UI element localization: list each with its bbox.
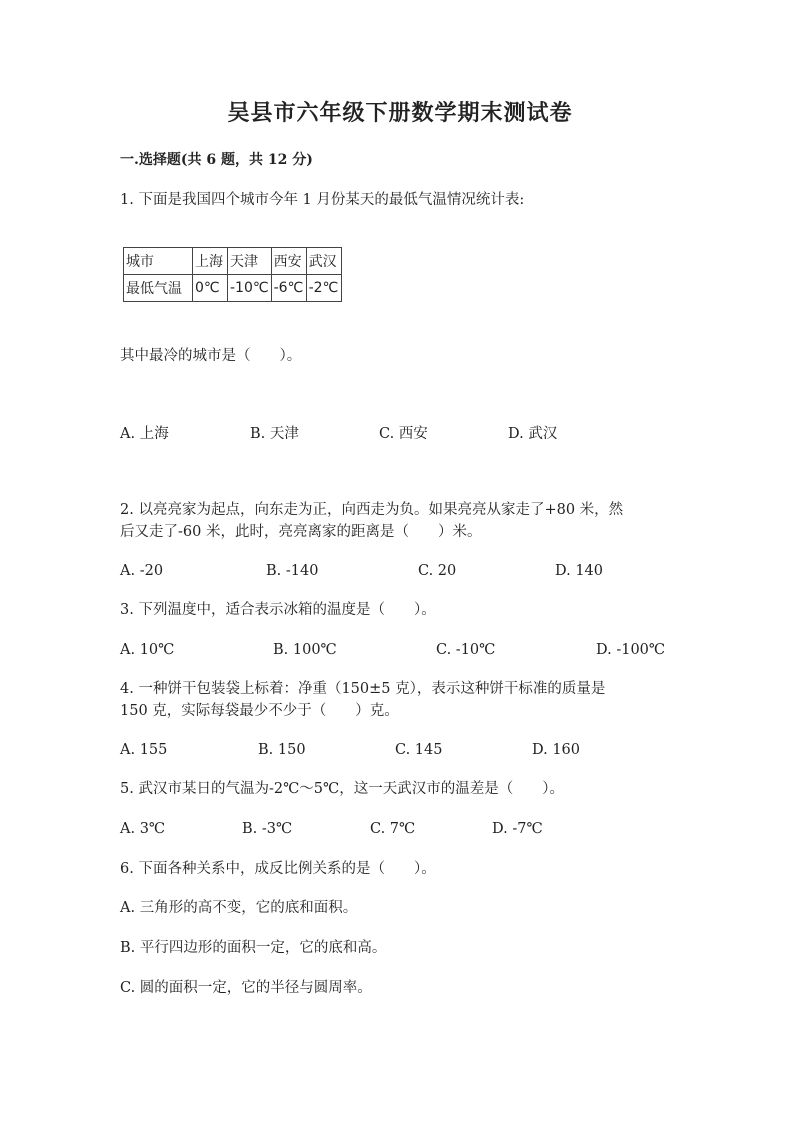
q2-option-c[interactable]: C. 20 [418,563,457,579]
q2-option-d[interactable]: D. 140 [555,563,604,579]
q2-stem-line2: 后又走了-60 米，此时，亮亮离家的距离是（ ）米。 [120,524,482,540]
q1-option-a[interactable]: A. 上海 [120,426,169,442]
q5-option-b[interactable]: B. -3℃ [242,821,293,837]
q2-option-b[interactable]: B. -140 [266,563,319,579]
section-heading: 一.选择题(共 6 题，共 12 分) [120,152,313,168]
q4-stem-line1: 4. 一种饼干包装袋上标着：净重（150±5 克），表示这种饼干标准的质量是 [120,681,606,697]
q2-option-a[interactable]: A. -20 [120,563,164,579]
table-cell: 0℃ [193,275,228,302]
table-cell: 武汉 [306,248,341,275]
table-cell: 上海 [193,248,228,275]
q5-option-a[interactable]: A. 3℃ [120,821,166,837]
q1-question: 其中最冷的城市是（ ）。 [120,348,302,364]
q1-stem: 1. 下面是我国四个城市今年 1 月份某天的最低气温情况统计表: [120,192,525,208]
q6-option-b[interactable]: B. 平行四边形的面积一定，它的底和高。 [120,940,387,956]
table-cell: -2℃ [306,275,341,302]
q5-option-d[interactable]: D. -7℃ [492,821,543,837]
page-title: 吴县市六年级下册数学期末测试卷 [227,100,573,126]
q4-option-a[interactable]: A. 155 [120,742,168,758]
table-row [124,275,342,302]
table-cell: 西安 [271,248,306,275]
table-row [124,248,342,275]
q4-option-d[interactable]: D. 160 [532,742,581,758]
temperature-table [123,247,342,302]
table-cell: -10℃ [228,275,272,302]
q3-option-b[interactable]: B. 100℃ [273,642,337,658]
q1-option-d[interactable]: D. 武汉 [508,426,558,442]
q3-stem: 3. 下列温度中，适合表示冰箱的温度是（ ）。 [120,602,436,618]
q4-option-b[interactable]: B. 150 [258,742,306,758]
q6-stem: 6. 下面各种关系中，成反比例关系的是（ ）。 [120,861,436,877]
q5-option-c[interactable]: C. 7℃ [370,821,416,837]
q2-stem-line1: 2. 以亮亮家为起点，向东走为正，向西走为负。如果亮亮从家走了+80 米，然 [120,502,624,518]
q4-stem-line2: 150 克，实际每袋最少不少于（ ）克。 [120,703,399,719]
q3-option-c[interactable]: C. -10℃ [436,642,496,658]
q3-option-a[interactable]: A. 10℃ [120,642,175,658]
q6-option-c[interactable]: C. 圆的面积一定，它的半径与圆周率。 [120,980,372,996]
q5-stem: 5. 武汉市某日的气温为-2℃～5℃，这一天武汉市的温差是（ ）。 [120,781,564,797]
q4-option-c[interactable]: C. 145 [395,742,443,758]
q1-option-c[interactable]: C. 西安 [379,426,428,442]
table-cell: 城市 [124,248,193,275]
table-cell: 最低气温 [124,275,193,302]
q6-option-a[interactable]: A. 三角形的高不变，它的底和面积。 [120,900,358,916]
q1-option-b[interactable]: B. 天津 [250,426,299,442]
table-cell: 天津 [228,248,272,275]
table-cell: -6℃ [271,275,306,302]
q3-option-d[interactable]: D. -100℃ [596,642,666,658]
